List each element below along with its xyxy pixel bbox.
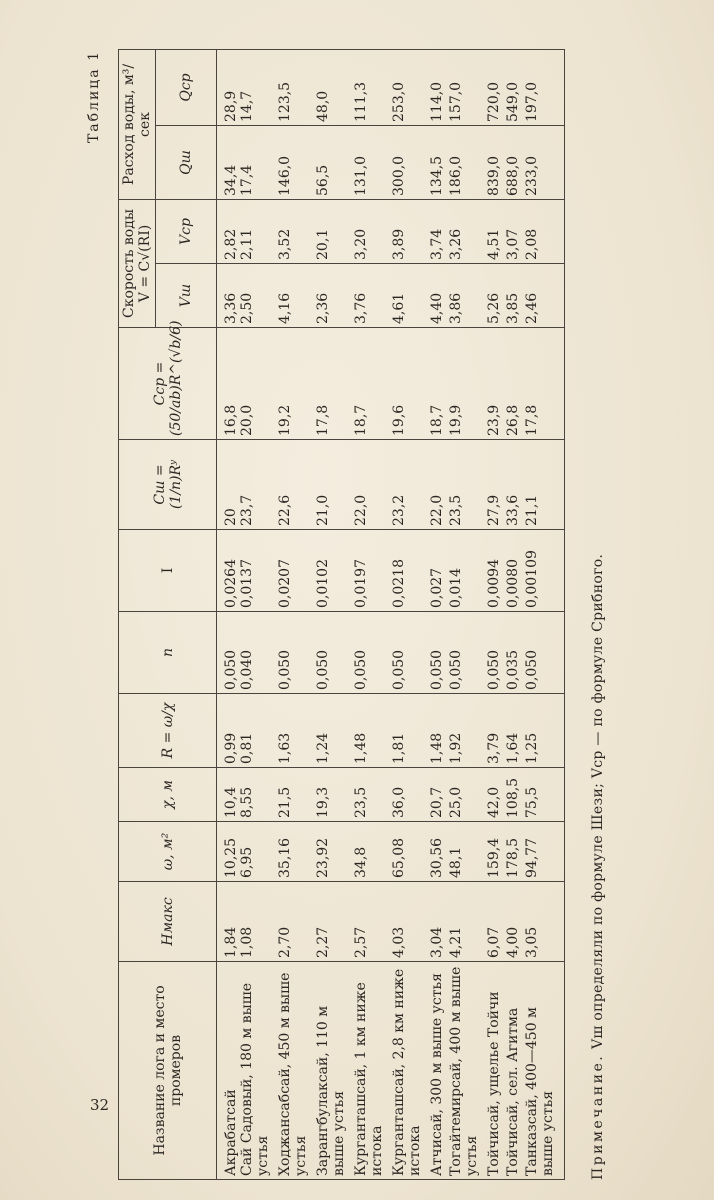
table-row <box>448 49 486 1179</box>
cell-qsr: 197,0 <box>524 49 565 125</box>
cell-qsr: 114,0 <box>429 49 448 125</box>
cell-vsr: 3,26 <box>448 200 486 264</box>
cell-csr: 18,7 <box>353 328 391 440</box>
cell-csh: 33,6 <box>505 440 524 530</box>
cell-chi: 8,55 <box>239 768 277 822</box>
header-chi: χ, м <box>119 768 217 822</box>
cell-hmax: 3,04 <box>429 882 448 962</box>
cell-i: 0,00109 <box>524 530 565 612</box>
cell-chi: 23,5 <box>353 768 391 822</box>
cell-hmax: 1,84 <box>217 882 240 962</box>
cell-csh: 23,2 <box>391 440 429 530</box>
cell-chi: 75,5 <box>524 768 565 822</box>
cell-n: 0,050 <box>353 612 391 694</box>
cell-csr: 26,8 <box>505 328 524 440</box>
table-row <box>277 49 315 1179</box>
cell-name: Ходжансабсай, 450 м выше устья <box>277 962 315 1180</box>
cell-hmax: 1,08 <box>239 882 277 962</box>
cell-csr: 17,8 <box>315 328 353 440</box>
cell-vsh: 2,46 <box>524 264 565 328</box>
cell-csr: 20,0 <box>239 328 277 440</box>
cell-n: 0,050 <box>429 612 448 694</box>
cell-vsh: 3,36 <box>217 264 240 328</box>
cell-i: 0,0080 <box>505 530 524 612</box>
cell-vsh: 2,36 <box>315 264 353 328</box>
cell-hmax: 3,05 <box>524 882 565 962</box>
header-hmax: Hмакс <box>119 882 217 962</box>
cell-csr: 16,8 <box>217 328 240 440</box>
cell-qsh: 134,5 <box>429 126 448 200</box>
table-row <box>315 49 353 1179</box>
cell-hmax: 4,00 <box>505 882 524 962</box>
page-number: 32 <box>90 1096 110 1114</box>
header-csh: Cш = (1/n)Rʸ <box>119 440 217 530</box>
cell-vsr: 3,52 <box>277 200 315 264</box>
header-velocity-group: Скорость воды V = C√(RI) <box>119 200 156 328</box>
cell-vsh: 4,40 <box>429 264 448 328</box>
cell-chi: 42,0 <box>486 768 505 822</box>
note-label: Примечание. <box>590 1053 606 1180</box>
cell-r: 0,99 <box>217 694 240 768</box>
cell-vsh: 3,85 <box>505 264 524 328</box>
cell-omega: 34,8 <box>353 822 391 882</box>
cell-r: 1,92 <box>448 694 486 768</box>
table-body <box>217 49 565 1179</box>
cell-n: 0,050 <box>524 612 565 694</box>
cell-csr: 19,9 <box>448 328 486 440</box>
cell-csr: 18,7 <box>429 328 448 440</box>
cell-r: 1,24 <box>315 694 353 768</box>
cell-omega: 35,16 <box>277 822 315 882</box>
cell-name: Танказсай, 400—450 м выше устья <box>524 962 565 1180</box>
cell-csr: 19,6 <box>391 328 429 440</box>
cell-r: 1,48 <box>429 694 448 768</box>
cell-qsr: 28,9 <box>217 49 240 125</box>
cell-csr: 19,2 <box>277 328 315 440</box>
cell-r: 1,48 <box>353 694 391 768</box>
cell-qsh: 34,4 <box>217 126 240 200</box>
header-csr: Cср = (50/ab)R^(√b/6) <box>119 328 217 440</box>
cell-chi: 108,5 <box>505 768 524 822</box>
table-row <box>505 49 524 1179</box>
cell-vsr: 4,51 <box>486 200 505 264</box>
cell-i: 0,027 <box>429 530 448 612</box>
cell-i: 0,0207 <box>277 530 315 612</box>
header-vsh: Vш <box>156 264 217 328</box>
cell-vsh: 3,76 <box>353 264 391 328</box>
cell-i: 0,0218 <box>391 530 429 612</box>
cell-vsr: 2,11 <box>239 200 277 264</box>
cell-qsh: 186,0 <box>448 126 486 200</box>
cell-qsh: 839,0 <box>486 126 505 200</box>
cell-qsh: 56,5 <box>315 126 353 200</box>
cell-name: Тойчисай, сел. Агитма <box>505 962 524 1180</box>
cell-vsr: 3,89 <box>391 200 429 264</box>
cell-csh: 23,7 <box>239 440 277 530</box>
cell-csh: 22,0 <box>353 440 391 530</box>
cell-omega: 178,5 <box>505 822 524 882</box>
cell-chi: 10,4 <box>217 768 240 822</box>
cell-r: 1,81 <box>391 694 429 768</box>
header-discharge-group: Расход воды, м³/сек <box>119 49 156 199</box>
cell-hmax: 4,21 <box>448 882 486 962</box>
table-row <box>391 49 429 1179</box>
cell-hmax: 2,57 <box>353 882 391 962</box>
cell-csr: 23,9 <box>486 328 505 440</box>
cell-r: 1,25 <box>524 694 565 768</box>
cell-vsr: 20,1 <box>315 200 353 264</box>
cell-name: Тогайтемирсай, 400 м выше устья <box>448 962 486 1180</box>
header-qsh: Qш <box>156 126 217 200</box>
cell-i: 0,0264 <box>217 530 240 612</box>
cell-qsh: 146,0 <box>277 126 315 200</box>
cell-vsh: 4,61 <box>391 264 429 328</box>
cell-vsh: 3,86 <box>448 264 486 328</box>
table-row <box>486 49 505 1179</box>
cell-vsh: 2,50 <box>239 264 277 328</box>
cell-qsr: 549,0 <box>505 49 524 125</box>
cell-csh: 21,0 <box>315 440 353 530</box>
cell-qsh: 17,4 <box>239 126 277 200</box>
cell-name: Сай Садовый, 180 м выше устья <box>239 962 277 1180</box>
cell-n: 0,050 <box>391 612 429 694</box>
cell-n: 0,050 <box>448 612 486 694</box>
cell-n: 0,050 <box>277 612 315 694</box>
cell-name: Курганташсай, 1 км ниже истока <box>353 962 391 1180</box>
cell-n: 0,050 <box>217 612 240 694</box>
cell-vsr: 3,20 <box>353 200 391 264</box>
cell-vsr: 3,74 <box>429 200 448 264</box>
header-r: R = ω/χ <box>119 694 217 768</box>
cell-qsh: 131,0 <box>353 126 391 200</box>
cell-qsr: 720,0 <box>486 49 505 125</box>
cell-hmax: 4,03 <box>391 882 429 962</box>
cell-n: 0,050 <box>315 612 353 694</box>
cell-r: 1,64 <box>505 694 524 768</box>
cell-csh: 20 <box>217 440 240 530</box>
cell-i: 0,0102 <box>315 530 353 612</box>
table-row <box>429 49 448 1179</box>
cell-qsr: 157,0 <box>448 49 486 125</box>
cell-omega: 23,92 <box>315 822 353 882</box>
cell-name: Атчисай, 300 м выше устья <box>429 962 448 1180</box>
cell-qsr: 48,0 <box>315 49 353 125</box>
cell-chi: 20,7 <box>429 768 448 822</box>
cell-i: 0,014 <box>448 530 486 612</box>
cell-qsr: 14,7 <box>239 49 277 125</box>
cell-hmax: 2,27 <box>315 882 353 962</box>
cell-qsr: 111,3 <box>353 49 391 125</box>
cell-hmax: 2,70 <box>277 882 315 962</box>
table-row <box>524 49 565 1179</box>
table-note <box>590 554 606 1180</box>
header-n: n <box>119 612 217 694</box>
cell-qsr: 253,0 <box>391 49 429 125</box>
cell-n: 0,050 <box>486 612 505 694</box>
cell-vsh: 4,16 <box>277 264 315 328</box>
cell-hmax: 6,07 <box>486 882 505 962</box>
header-vsr: Vср <box>156 200 217 264</box>
cell-n: 0,035 <box>505 612 524 694</box>
cell-r: 3,79 <box>486 694 505 768</box>
cell-i: 0,0137 <box>239 530 277 612</box>
table-caption: Таблица 1 <box>86 50 102 144</box>
cell-qsr: 123,5 <box>277 49 315 125</box>
cell-csh: 23,5 <box>448 440 486 530</box>
cell-vsr: 3,07 <box>505 200 524 264</box>
cell-csh: 21,1 <box>524 440 565 530</box>
cell-omega: 159,4 <box>486 822 505 882</box>
cell-omega: 94,77 <box>524 822 565 882</box>
cell-name: Акрабатсай <box>217 962 240 1180</box>
cell-n: 0,040 <box>239 612 277 694</box>
cell-r: 0,81 <box>239 694 277 768</box>
header-qsr: Qср <box>156 49 217 125</box>
cell-qsh: 300,0 <box>391 126 429 200</box>
cell-omega: 30,56 <box>429 822 448 882</box>
cell-i: 0,0094 <box>486 530 505 612</box>
note-text: Vш определяли по формуле Шези; Vср — по формуле Срибного. <box>590 553 606 1050</box>
cell-omega: 65,08 <box>391 822 429 882</box>
cell-vsr: 2,82 <box>217 200 240 264</box>
cell-csh: 27,9 <box>486 440 505 530</box>
cell-omega: 6,95 <box>239 822 277 882</box>
cell-name: Тойчисай, ущелье Тойчи <box>486 962 505 1180</box>
cell-csr: 17,8 <box>524 328 565 440</box>
cell-csh: 22,0 <box>429 440 448 530</box>
cell-i: 0,0197 <box>353 530 391 612</box>
cell-chi: 36,0 <box>391 768 429 822</box>
cell-csh: 22,6 <box>277 440 315 530</box>
cell-qsh: 233,0 <box>524 126 565 200</box>
cell-vsh: 5,26 <box>486 264 505 328</box>
cell-omega: 10,25 <box>217 822 240 882</box>
cell-vsr: 2,08 <box>524 200 565 264</box>
header-i: I <box>119 530 217 612</box>
table-row <box>353 49 391 1179</box>
cell-chi: 21,5 <box>277 768 315 822</box>
cell-chi: 25,0 <box>448 768 486 822</box>
header-omega: ω, м² <box>119 822 217 882</box>
table-row <box>239 49 277 1179</box>
cell-name: Курганташсай, 2,8 км ниже истока <box>391 962 429 1180</box>
hydraulic-data-table <box>118 49 565 1180</box>
header-name: Название лога и место промеров <box>119 962 217 1180</box>
rotated-table-block <box>80 50 640 1180</box>
cell-omega: 48,1 <box>448 822 486 882</box>
cell-chi: 19,3 <box>315 768 353 822</box>
table-row <box>217 49 240 1179</box>
cell-qsh: 688,0 <box>505 126 524 200</box>
cell-r: 1,63 <box>277 694 315 768</box>
cell-name: Зарангбулаксай, 110 м выше устья <box>315 962 353 1180</box>
